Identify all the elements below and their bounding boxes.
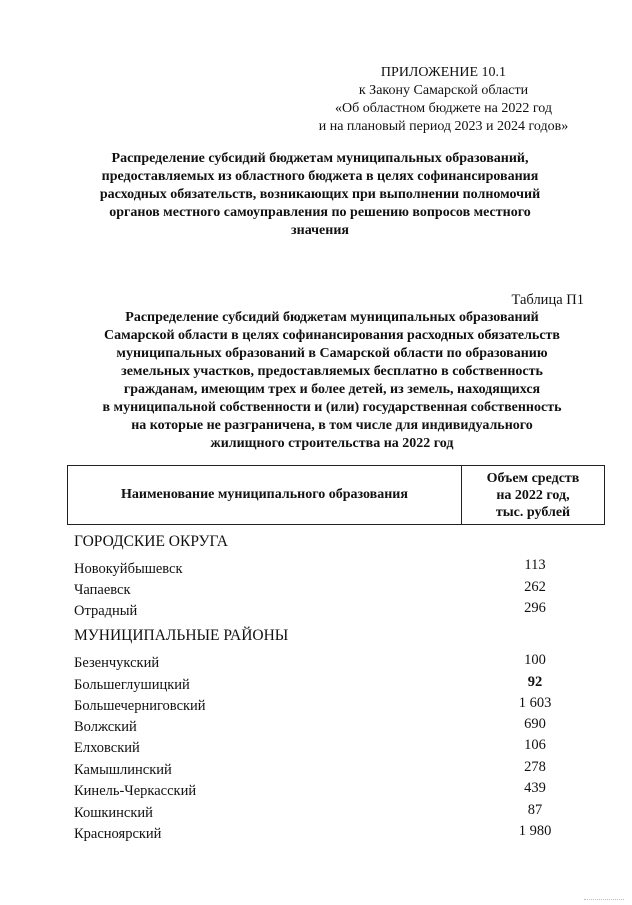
appendix-line: к Закону Самарской области bbox=[358, 83, 529, 98]
row-name: Красноярский bbox=[74, 826, 162, 842]
title-line: Распределение субсидий бюджетам муниципальных образований, bbox=[111, 151, 529, 166]
title-line: предоставляемых из областного бюджета в целях софинансирования bbox=[101, 169, 539, 184]
row-value: 87 bbox=[527, 802, 543, 818]
row-name: Волжский bbox=[74, 719, 137, 735]
row-value: 439 bbox=[524, 780, 546, 796]
row-value: 278 bbox=[524, 759, 546, 775]
row-name: Камышлинский bbox=[74, 762, 172, 778]
row-value: 113 bbox=[524, 557, 546, 573]
row-name: Елховский bbox=[74, 740, 140, 756]
row-name: Кинель-Черкасский bbox=[74, 783, 197, 799]
row-value: 100 bbox=[524, 652, 546, 668]
table-title-line: муниципальных образований в Самарской области по образованию bbox=[116, 346, 548, 361]
row-name: Кошкинский bbox=[74, 805, 153, 821]
section-heading: ГОРОДСКИЕ ОКРУГА bbox=[74, 533, 228, 550]
row-name: Отрадный bbox=[74, 603, 138, 619]
table-title bbox=[68, 309, 596, 453]
column-header-volume-line: тыс. рублей bbox=[495, 504, 571, 520]
row-value: 296 bbox=[524, 600, 546, 616]
row-name: Чапаевск bbox=[74, 582, 131, 598]
row-value: 106 bbox=[524, 737, 546, 753]
appendix-line: «Об областном бюджете на 2022 год bbox=[335, 101, 552, 116]
table-title-line: на которые не разграничена, в том числе для индивидуального bbox=[131, 418, 533, 433]
title-line: значения bbox=[291, 223, 349, 238]
row-name: Безенчукский bbox=[74, 655, 160, 671]
title-line: органов местного самоуправления по решению вопросов местного bbox=[109, 205, 531, 220]
row-name: Большеглушицкий bbox=[74, 677, 190, 693]
appendix-line: и на плановый период 2023 и 2024 годов» bbox=[318, 119, 569, 134]
column-header-name: Наименование муниципального образования bbox=[68, 466, 462, 524]
table-title-line: жилищного строительства на 2022 год bbox=[210, 436, 454, 451]
row-value: 92 bbox=[527, 674, 543, 690]
row-value: 690 bbox=[524, 716, 546, 732]
row-name: Большечерниговский bbox=[74, 698, 206, 714]
row-value: 262 bbox=[524, 579, 546, 595]
column-header-volume bbox=[462, 466, 604, 524]
table-title-line: в муниципальной собственности и (или) государственная собственность bbox=[102, 400, 562, 415]
table-title-line: Самарской области в целях софинансирования расходных обязательств bbox=[104, 328, 560, 343]
row-value: 1 980 bbox=[518, 823, 552, 839]
table-title-line: земельных участков, предоставляемых бесплатно в собственность bbox=[121, 364, 543, 379]
appendix-line: ПРИЛОЖЕНИЕ 10.1 bbox=[380, 65, 507, 80]
title-line: расходных обязательств, возникающих при выполнении полномочий bbox=[99, 187, 541, 202]
appendix-header bbox=[300, 64, 587, 136]
table-title-line: гражданам, имеющим трех и более детей, из земель, находящихся bbox=[123, 382, 541, 397]
row-value: 1 603 bbox=[518, 695, 552, 711]
scan-artifact bbox=[584, 893, 624, 900]
row-name: Новокуйбышевск bbox=[74, 561, 183, 577]
column-header-volume-line: на 2022 год, bbox=[496, 487, 570, 503]
section-heading: МУНИЦИПАЛЬНЫЕ РАЙОНЫ bbox=[74, 627, 289, 644]
table-title-line: Распределение субсидий бюджетам муниципальных образований bbox=[125, 310, 539, 325]
table-label: Таблица П1 bbox=[511, 292, 584, 308]
table-header bbox=[67, 465, 605, 525]
document-title bbox=[80, 150, 560, 240]
column-header-volume-line: Объем средств bbox=[486, 470, 580, 486]
